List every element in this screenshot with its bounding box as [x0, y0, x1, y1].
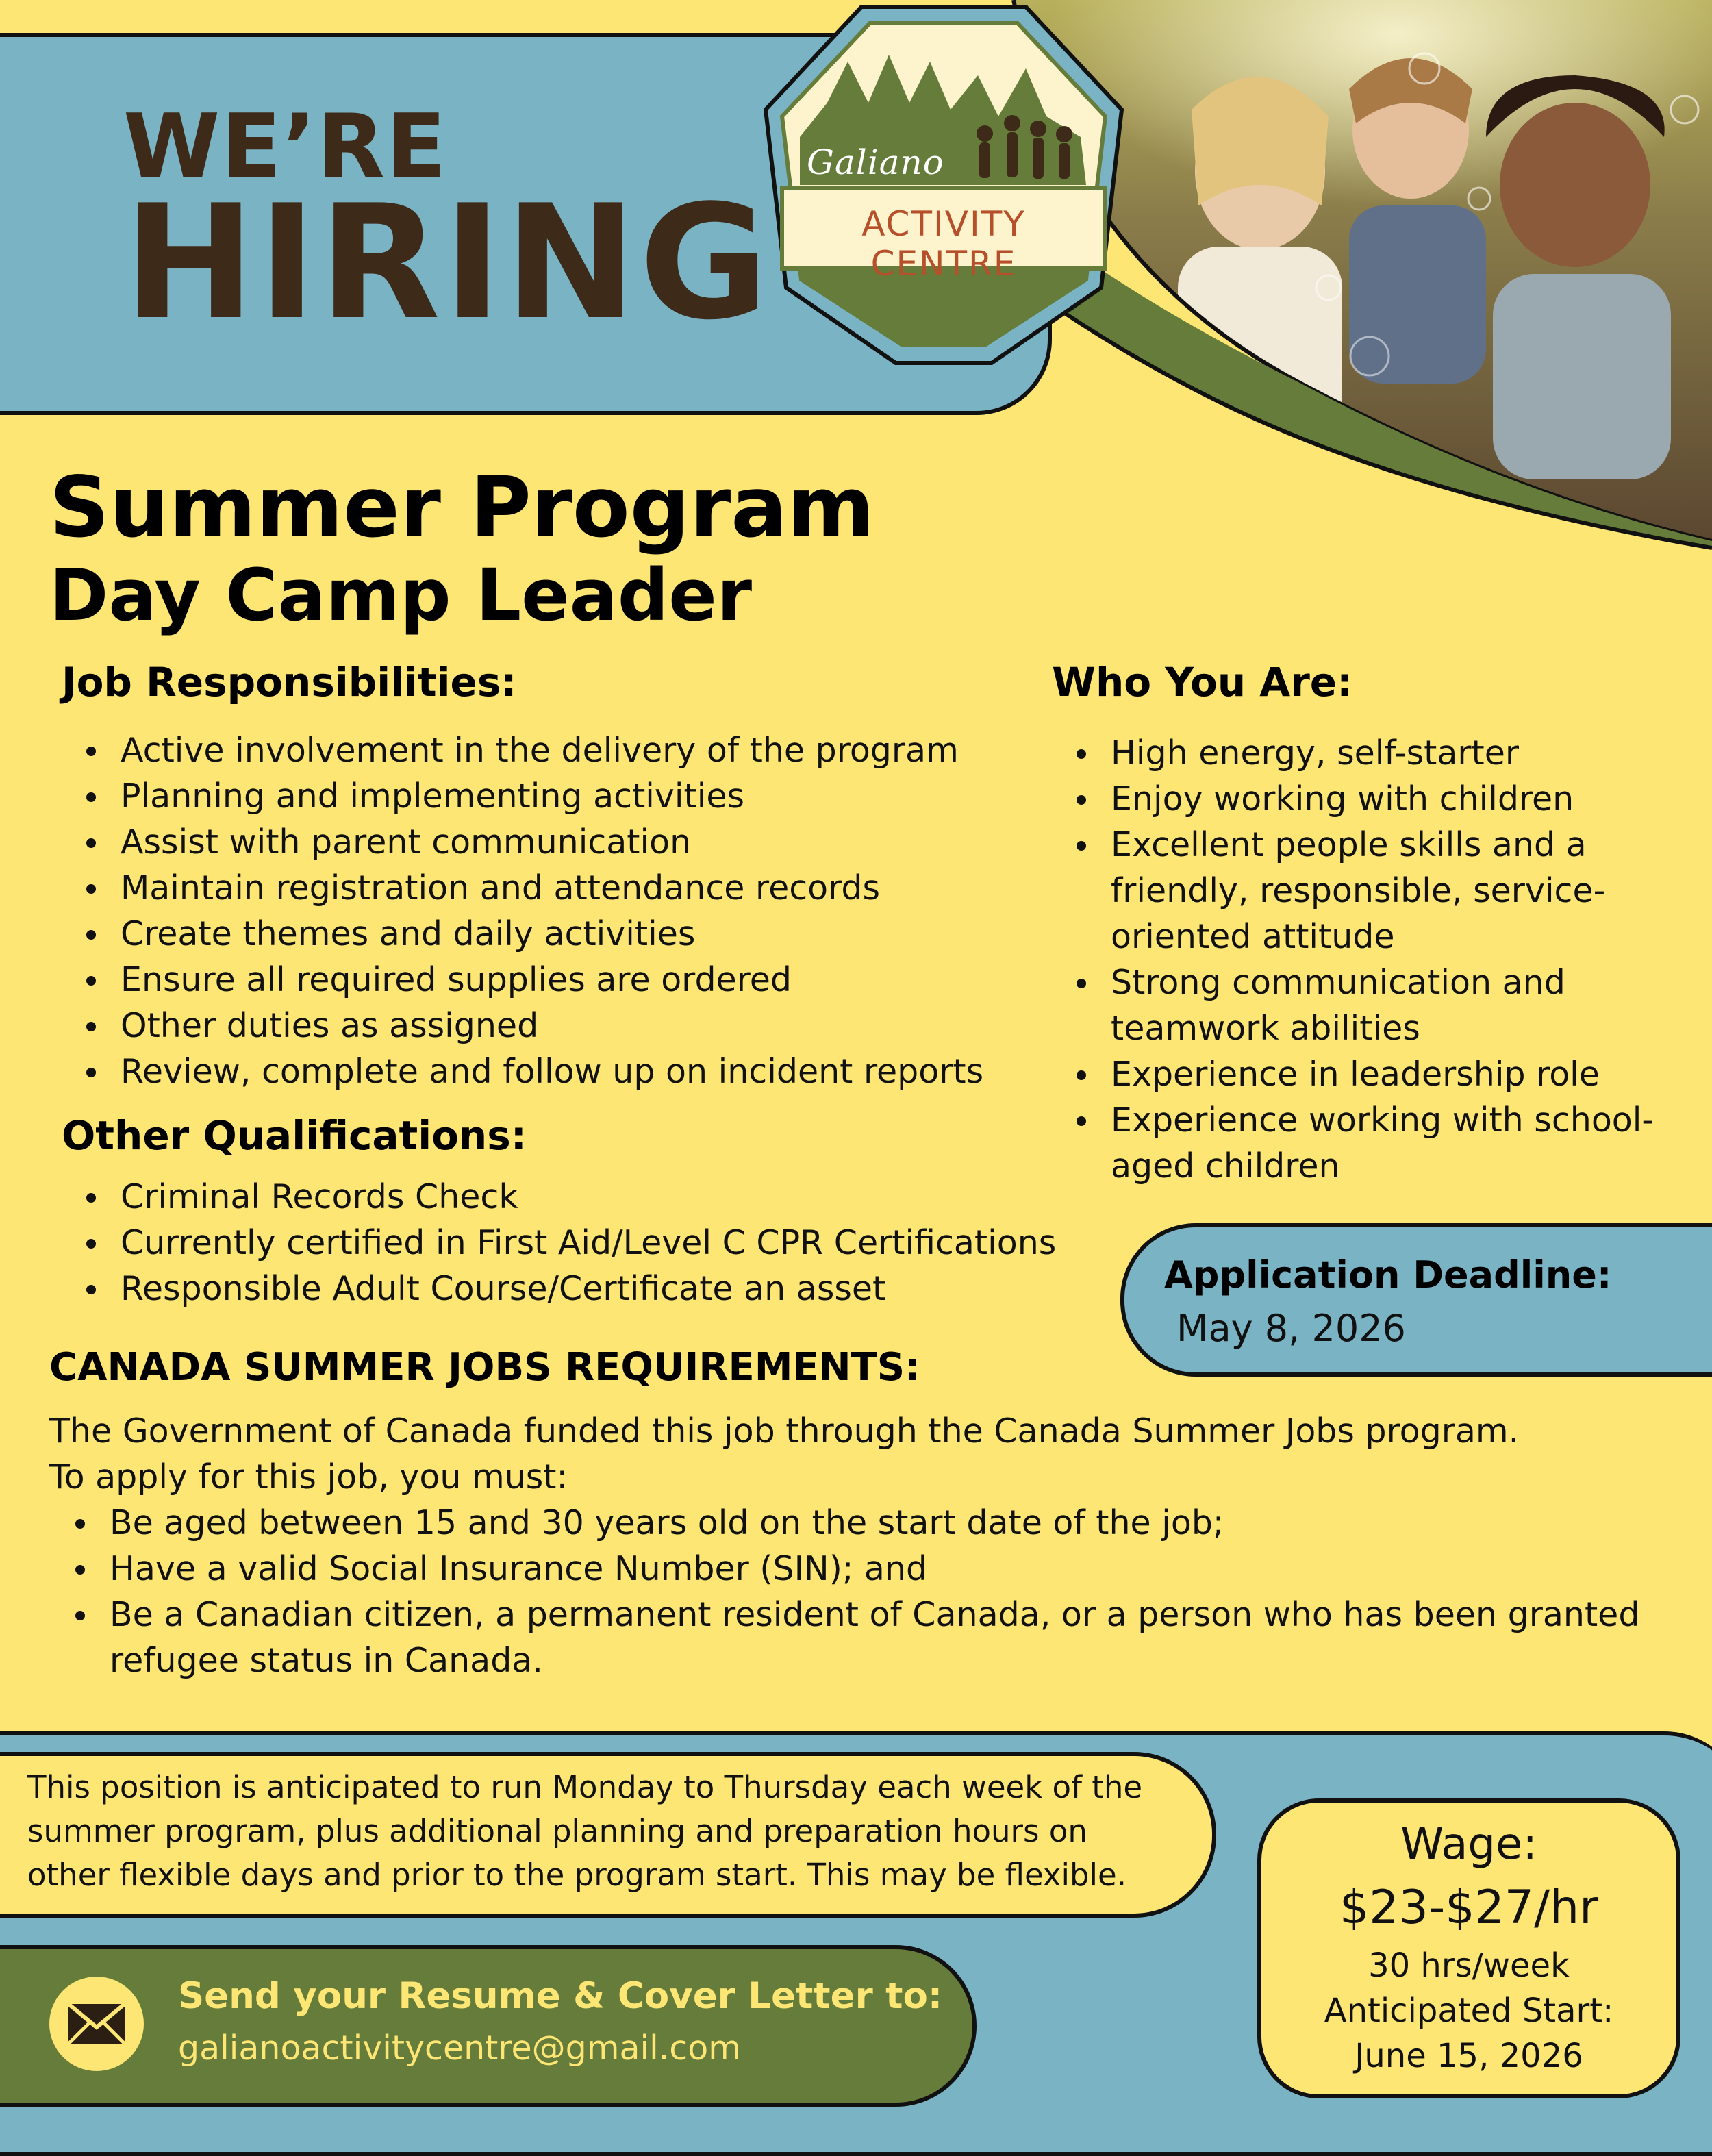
csj-heading: CANADA SUMMER JOBS REQUIREMENTS:: [49, 1345, 920, 1390]
list-item: Excellent people skills and a friendly, responsible, service-oriented attitude: [1111, 822, 1712, 960]
list-item: Experience working with school-aged children: [1111, 1097, 1712, 1189]
wage-amount: $23-$27/hr: [1339, 1881, 1599, 1935]
list-item: Active involvement in the delivery of the program: [121, 727, 1107, 773]
list-item: Experience in leadership role: [1111, 1051, 1712, 1097]
were-text: WE’RE: [123, 96, 448, 198]
job-responsibilities-heading: Job Responsibilities:: [62, 659, 517, 705]
who-you-are-list: [1040, 730, 1712, 1189]
logo-script-name: Galiano: [807, 142, 944, 182]
deadline-label: Application Deadline:: [1164, 1253, 1612, 1296]
logo-banner-text: ACTIVITY CENTRE: [861, 204, 1026, 284]
deadline-box: [1120, 1223, 1712, 1377]
start-date: June 15, 2026: [1355, 2037, 1583, 2075]
job-responsibilities-list: [49, 727, 1107, 1094]
wage-label: Wage:: [1400, 1819, 1537, 1870]
galiano-logo: [759, 0, 1129, 370]
list-item: Other duties as assigned: [121, 1003, 1107, 1049]
list-item: Have a valid Social Insurance Number (SIN); and: [110, 1546, 1657, 1592]
apply-box: [0, 1945, 977, 2107]
list-item: Assist with parent communication: [121, 819, 1107, 865]
list-item: Create themes and daily activities: [121, 911, 1107, 957]
list-item: Strong communication and teamwork abilities: [1111, 960, 1712, 1051]
list-item: Be a Canadian citizen, a permanent resident of Canada, or a person who has been granted refugee status in Canada.: [110, 1592, 1657, 1683]
position-subtitle: Day Camp Leader: [49, 553, 753, 637]
list-item: Currently certified in First Aid/Level C CPR Certifications: [121, 1220, 1161, 1266]
list-item: Planning and implementing activities: [121, 773, 1107, 819]
apply-email-link[interactable]: galianoactivitycentre@gmail.com: [178, 2029, 741, 2068]
list-item: Review, complete and follow up on incident reports: [121, 1049, 1107, 1094]
csj-intro: The Government of Canada funded this job through the Canada Summer Jobs program.: [49, 1412, 1520, 1451]
list-item: Ensure all required supplies are ordered: [121, 957, 1107, 1003]
start-label: Anticipated Start:: [1324, 1992, 1614, 2030]
list-item: Responsible Adult Course/Certificate an asset: [121, 1266, 1161, 1312]
apply-label: Send your Resume & Cover Letter to:: [178, 1975, 943, 2017]
who-you-are-heading: Who You Are:: [1052, 659, 1353, 705]
csj-requirements-list: [38, 1500, 1657, 1683]
list-item: Be aged between 15 and 30 years old on the start date of the job;: [110, 1500, 1657, 1546]
list-item: Criminal Records Check: [121, 1174, 1161, 1220]
wage-hours: 30 hrs/week: [1368, 1946, 1570, 1985]
other-qualifications-heading: Other Qualifications:: [62, 1112, 527, 1159]
list-item: Maintain registration and attendance records: [121, 865, 1107, 911]
list-item: Enjoy working with children: [1111, 776, 1712, 822]
other-qualifications-list: [49, 1174, 1161, 1312]
list-item: High energy, self-starter: [1111, 730, 1712, 776]
csj-intro-apply: To apply for this job, you must:: [49, 1457, 568, 1496]
position-title: Summer Program: [49, 459, 874, 556]
hiring-heading: HIRING: [123, 172, 772, 355]
envelope-icon: [49, 1977, 144, 2071]
schedule-text: This position is anticipated to run Monday to Thursday each week of the summer program, plus additional planning and preparation hours on other flexible days and prior to the program start. This may be flexible.: [27, 1769, 1143, 1893]
deadline-date: May 8, 2026: [1176, 1307, 1406, 1350]
